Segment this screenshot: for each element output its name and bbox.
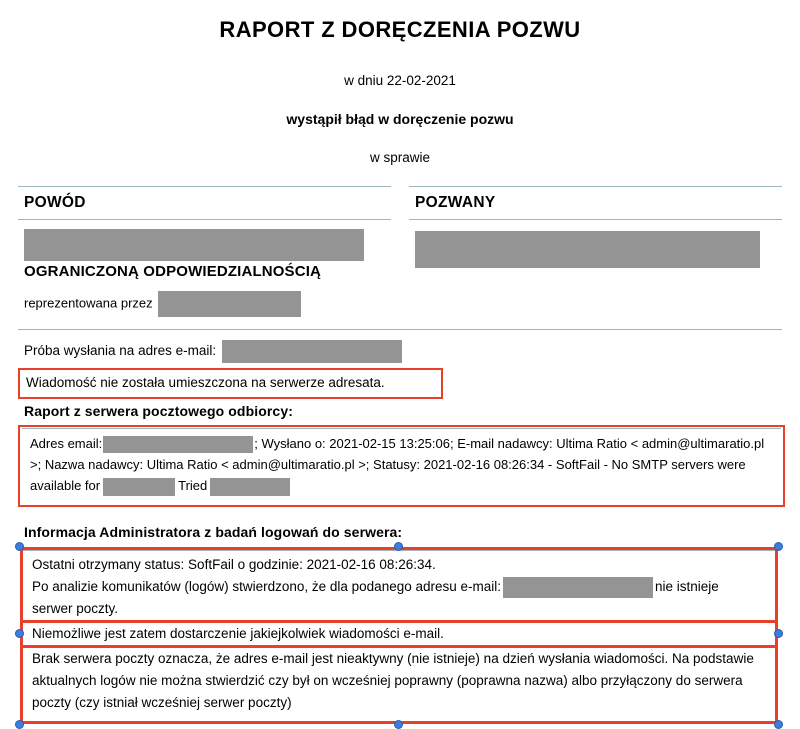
admin-info-line-4: Niemożliwe jest zatem dostarczenie jakiejkolwiek wiadomości e-mail. bbox=[32, 626, 444, 642]
defendant-column bbox=[409, 186, 782, 317]
admin-info-email-redaction bbox=[503, 577, 653, 598]
selection-handle-middle-right[interactable] bbox=[774, 629, 783, 638]
admin-info-line-2 bbox=[32, 576, 765, 598]
server-segment-2: admin@ultimaratio.pl >; Nazwa nadawcy: Ultima Ratio < admin@ultimaratio.pl >; Statusy: 2021-02-16 08:26:34 - bbox=[30, 436, 765, 473]
attempt-label: Próba wysłania na adres e-mail: bbox=[24, 343, 217, 359]
parties-section bbox=[0, 186, 800, 317]
claimant-representative-line bbox=[24, 291, 391, 317]
admin-info-line-5: Brak serwera poczty oznacza, że adres e-mail jest nieaktywny (nie istnieje) na dzień wysłania wiadomości. Na podstawie aktualnych logów nie można stwierdzić czy był on wcześniej poprawny (poprawna nazwa) albo przyłączony do serwera poczty (czy istniał wcześniej serwer poczty) bbox=[32, 650, 754, 710]
claimant-heading: POWÓD bbox=[24, 194, 86, 212]
claimant-name-redaction bbox=[24, 229, 364, 261]
server-segment-4: Tried bbox=[178, 478, 208, 494]
defendant-name-redaction bbox=[415, 231, 760, 268]
attempt-line bbox=[0, 330, 800, 363]
server-address-label: Adres email: bbox=[30, 436, 103, 452]
admin-info-selection-wrapper[interactable] bbox=[20, 547, 778, 723]
defendant-heading: POZWANY bbox=[415, 194, 496, 212]
selection-handle-bottom-center[interactable] bbox=[394, 720, 403, 729]
admin-info-box[interactable] bbox=[20, 547, 778, 723]
page-title: RAPORT Z DORĘCZENIA POZWU bbox=[219, 17, 581, 42]
delivery-warning-box bbox=[18, 368, 443, 399]
admin-info-line-2-before: Po analizie komunikatów (logów) stwierdzono, że dla podanego adresu e-mail: bbox=[32, 579, 502, 595]
claimant-column bbox=[18, 186, 391, 317]
claimant-representative-redaction bbox=[158, 291, 301, 317]
server-report-heading: Raport z serwera pocztowego odbiorcy: bbox=[24, 403, 293, 420]
server-segment-1: ; Wysłano o: 2021-02-15 13:25:06; E-mail nadawcy: Ultima Ratio < bbox=[254, 436, 639, 452]
claimant-org-suffix: OGRANICZONĄ ODPOWIEDZIALNOŚCIĄ bbox=[24, 263, 321, 281]
delivery-warning-text: Wiadomość nie została umieszczona na serwerze adresata. bbox=[26, 375, 385, 391]
selection-handle-bottom-left[interactable] bbox=[15, 720, 24, 729]
selection-handle-top-right[interactable] bbox=[774, 542, 783, 551]
document-case-label: w sprawie bbox=[369, 150, 431, 166]
document-error-statement: wystąpił błąd w doręczenie pozwu bbox=[286, 111, 514, 128]
server-host-redaction bbox=[103, 478, 175, 496]
admin-info-heading: Informacja Administratora z badań logowań do serwera: bbox=[24, 524, 403, 541]
server-address-redaction bbox=[103, 436, 253, 453]
admin-info-line-3: serwer poczty. bbox=[32, 601, 119, 617]
server-report-inner-rule bbox=[22, 428, 781, 429]
selection-handle-bottom-right[interactable] bbox=[774, 720, 783, 729]
defendant-body bbox=[409, 220, 782, 268]
server-tried-redaction bbox=[210, 478, 290, 496]
represented-by-label: reprezentowana przez bbox=[24, 295, 153, 311]
attempt-email-redaction bbox=[222, 340, 402, 363]
admin-info-line-1: Ostatni otrzymany status: SoftFail o godzinie: 2021-02-16 08:26:34. bbox=[32, 557, 436, 573]
server-report-box bbox=[18, 425, 785, 507]
server-segment-3: SoftFail - No SMTP servers were available for bbox=[30, 457, 746, 494]
admin-info-line-2-after: nie istnieje bbox=[655, 579, 719, 595]
claimant-body bbox=[18, 220, 391, 317]
document-date: w dniu 22-02-2021 bbox=[344, 73, 456, 89]
